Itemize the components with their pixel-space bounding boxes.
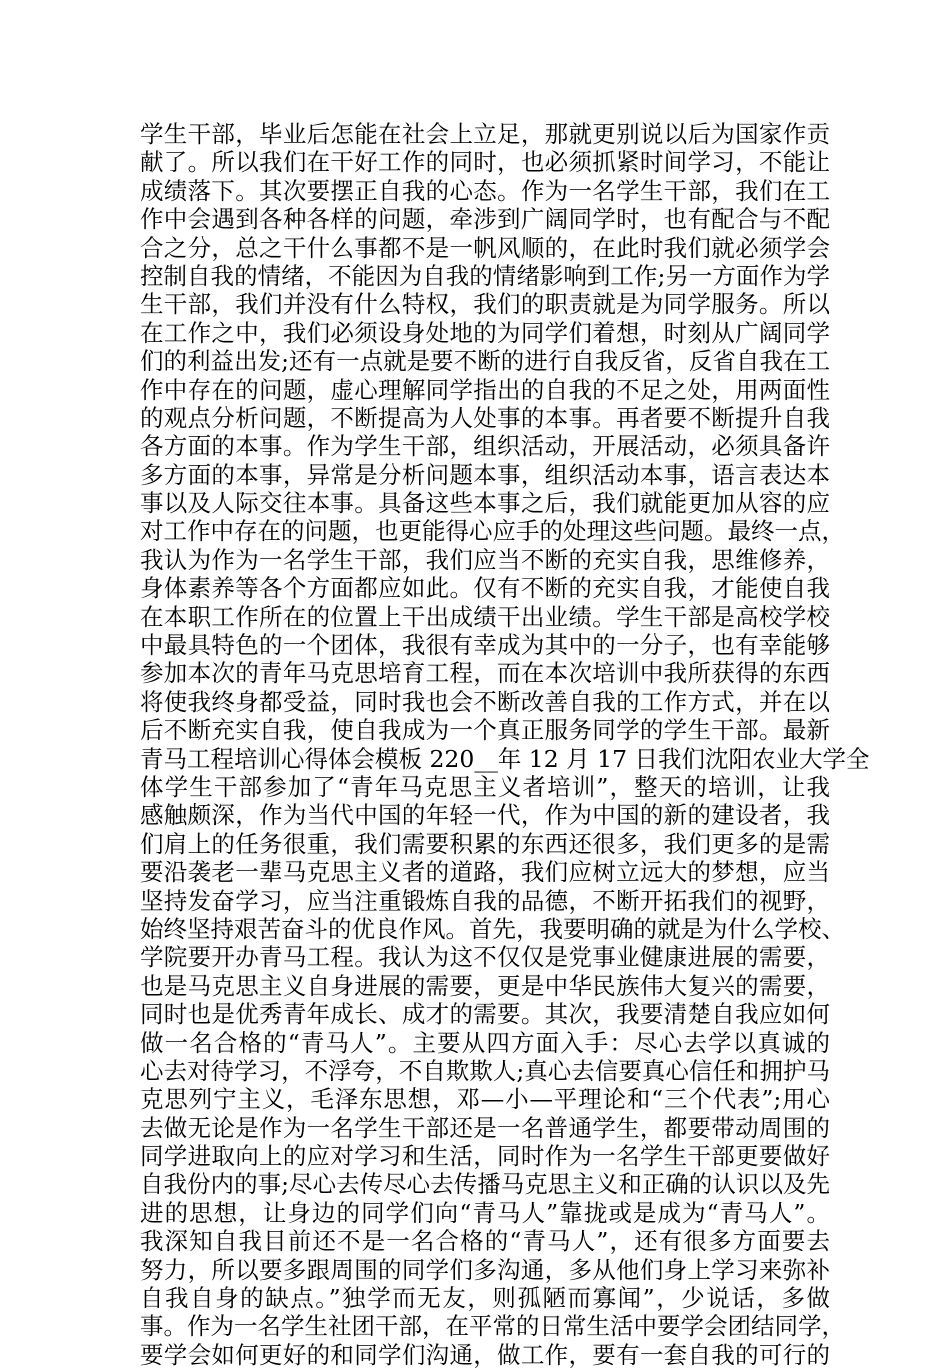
text-line-15: 对工作中存在的问题，也更能得心应手的处理这些问题。最终一点， xyxy=(140,517,845,546)
text-line-17: 身体素养等各个方面都应如此。仅有不断的充实自我，才能使自我 xyxy=(140,574,830,603)
text-line-27: 要沿袭老一辈马克思主义者的道路，我们应树立远大的梦想，应当 xyxy=(140,858,830,887)
text-line-30: 学院要开办青马工程。我认为这不仅仅是党事业健康进展的需要， xyxy=(140,943,830,972)
text-line-2: 献了。所以我们在干好工作的同时，也必须抓紧时间学习，不能让 xyxy=(140,148,830,177)
text-line-26: 们肩上的任务很重，我们需要积累的东西还很多，我们更多的是需 xyxy=(140,829,830,858)
text-line-19: 中最具特色的一个团体，我很有幸成为其中的一分子，也有幸能够 xyxy=(140,631,830,660)
text-line-31: 也是马克思主义自身进展的需要，更是中华民族伟大复兴的需要， xyxy=(140,971,830,1000)
text-line-38: 自我份内的事;尽心去传尽心去传播马克思主义和正确的认识以及先 xyxy=(140,1170,830,1199)
text-line-16: 我认为作为一名学生干部，我们应当不断的充实自我，思维修养， xyxy=(140,545,830,574)
text-line-41: 努力，所以要多跟周围的同学们多沟通，多从他们身上学习来弥补 xyxy=(140,1255,830,1284)
text-line-29: 始终坚持艰苦奋斗的优良作风。首先，我要明确的就是为什么学校、 xyxy=(140,914,845,943)
body-text xyxy=(140,120,870,1369)
text-line-7: 生干部，我们并没有什么特权，我们的职责就是为同学服务。所以 xyxy=(140,290,830,319)
text-line-3: 成绩落下。其次要摆正自我的心态。作为一名学生干部，我们在工 xyxy=(140,176,830,205)
text-line-8: 在工作之中，我们必须设身处地的为同学们着想，时刻从广阔同学 xyxy=(140,318,830,347)
text-line-20: 参加本次的青年马克思培育工程，而在本次培训中我所获得的东西 xyxy=(140,659,830,688)
text-line-1: 学生干部，毕业后怎能在社会上立足，那就更别说以后为国家作贡 xyxy=(140,120,830,148)
text-line-40: 我深知自我目前还不是一名合格的“青马人”，还有很多方面要去 xyxy=(140,1227,830,1256)
text-line-5: 合之分，总之干什么事都不是一帆风顺的，在此时我们就必须学会 xyxy=(140,233,830,262)
text-line-28: 坚持发奋学习，应当注重锻炼自我的品德，不断开拓我们的视野， xyxy=(140,886,830,915)
text-line-37: 同学进取向上的应对学习和生活，同时作为一名学生干部更要做好 xyxy=(140,1142,830,1171)
text-line-12: 各方面的本事。作为学生干部，组织活动，开展活动，必须具备许 xyxy=(140,432,830,461)
text-line-32: 同时也是优秀青年成长、成才的需要。其次，我要清楚自我应如何 xyxy=(140,1000,830,1029)
text-line-34: 心去对待学习，不浮夸，不自欺欺人;真心去信要真心信任和拥护马 xyxy=(140,1056,830,1085)
text-line-44: 要学会如何更好的和同学们沟通，做工作，要有一套自我的可行的 xyxy=(140,1340,830,1369)
text-line-22: 后不断充实自我，使自我成为一个真正服务同学的学生干部。最新 xyxy=(140,716,830,745)
text-line-43: 事。作为一名学生社团干部，在平常的日常生活中要学会团结同学， xyxy=(140,1312,845,1341)
text-line-9: 们的利益出发;还有一点就是要不断的进行自我反省，反省自我在工 xyxy=(140,347,830,376)
text-line-13: 多方面的本事，异常是分析问题本事，组织活动本事，语言表达本 xyxy=(140,460,830,489)
text-line-18: 在本职工作所在的位置上干出成绩干出业绩。学生干部是高校学校 xyxy=(140,602,830,631)
text-line-36: 去做无论是作为一名学生干部还是一名普通学生，都要带动周围的 xyxy=(140,1113,830,1142)
text-line-4: 作中会遇到各种各样的问题，牵涉到广阔同学时，也有配合与不配 xyxy=(140,205,830,234)
text-line-21: 将使我终身都受益，同时我也会不断改善自我的工作方式，并在以 xyxy=(140,687,830,716)
text-line-35: 克思列宁主义，毛泽东思想，邓—小—平理论和“三个代表”;用心 xyxy=(140,1085,830,1114)
text-line-11: 的观点分析问题，不断提高为人处事的本事。再者要不断提升自我 xyxy=(140,403,830,432)
text-line-14: 事以及人际交往本事。具备这些本事之后，我们就能更加从容的应 xyxy=(140,489,830,518)
text-line-42: 自我自身的缺点。”独学而无友，则孤陋而寡闻”，少说话，多做 xyxy=(140,1284,830,1313)
text-line-39: 进的思想，让身边的同学们向“青马人”靠拢或是成为“青马人”。 xyxy=(140,1198,830,1227)
text-line-10: 作中存在的问题，虚心理解同学指出的自我的不足之处，用两面性 xyxy=(140,375,830,404)
text-line-24: 体学生干部参加了“青年马克思主义者培训”，整天的培训，让我 xyxy=(140,772,830,801)
text-line-25: 感触颇深，作为当代中国的年轻一代，作为中国的新的建设者，我 xyxy=(140,801,830,830)
text-line-33: 做一名合格的“青马人”。主要从四方面入手：尽心去学以真诚的 xyxy=(140,1028,830,1057)
text-line-6: 控制自我的情绪，不能因为自我的情绪影响到工作;另一方面作为学 xyxy=(140,261,830,290)
text-line-23: 青马工程培训心得体会模板 220__年 12 月 17 日我们沈阳农业大学全 xyxy=(140,744,870,773)
